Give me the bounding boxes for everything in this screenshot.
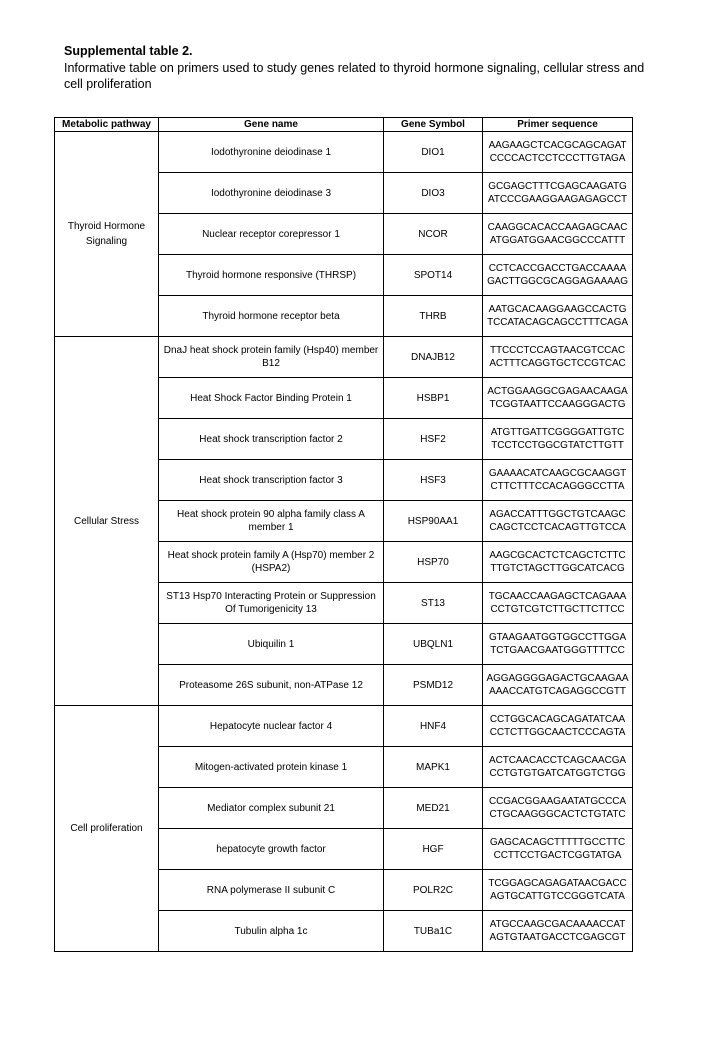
- forward-primer: ACTCAACACCTCAGCAACGA: [489, 755, 626, 766]
- gene-name-cell: Hepatocyte nuclear factor 4: [159, 706, 384, 747]
- gene-symbol-cell: THRB: [384, 296, 483, 337]
- primer-sequence-cell: [483, 747, 633, 788]
- gene-symbol-cell: HSP70: [384, 542, 483, 583]
- table-row: [55, 132, 633, 173]
- forward-primer: CAAGGCACACCAAGAGCAAC: [487, 222, 628, 233]
- forward-primer: CCTGGCACAGCAGATATCAA: [489, 714, 626, 725]
- gene-symbol-cell: PSMD12: [384, 665, 483, 706]
- gene-name-cell: Mitogen-activated protein kinase 1: [159, 747, 384, 788]
- reverse-primer: TCCATACAGCAGCCTTTCAGA: [487, 317, 628, 328]
- gene-symbol-cell: NCOR: [384, 214, 483, 255]
- table-row: [55, 337, 633, 378]
- forward-primer: ACTGGAAGGCGAGAACAAGA: [487, 386, 628, 397]
- gene-name-cell: Mediator complex subunit 21: [159, 788, 384, 829]
- gene-name-cell: RNA polymerase II subunit C: [159, 870, 384, 911]
- forward-primer: GAGCACAGCTTTTTGCCTTC: [489, 837, 626, 848]
- table-body: [55, 132, 633, 952]
- primer-sequence-cell: [483, 337, 633, 378]
- gene-symbol-cell: HSF3: [384, 460, 483, 501]
- gene-name-cell: hepatocyte growth factor: [159, 829, 384, 870]
- primer-sequence-cell: [483, 255, 633, 296]
- reverse-primer: ATCCCGAAGGAAGAGAGCCT: [488, 194, 627, 205]
- reverse-primer: ATGGATGGAACGGCCCATTT: [489, 235, 626, 246]
- primer-sequence-cell: [483, 378, 633, 419]
- gene-symbol-cell: MAPK1: [384, 747, 483, 788]
- primer-sequence-cell: [483, 583, 633, 624]
- header-row: [55, 118, 633, 132]
- table-title: Supplemental table 2.: [64, 44, 193, 58]
- reverse-primer: GACTTGGCGCAGGAGAAAAG: [487, 276, 628, 287]
- forward-primer: GAAAACATCAAGCGCAAGGT: [488, 468, 627, 479]
- reverse-primer: CCTCTTGGCAACTCCCAGTA: [489, 727, 626, 738]
- gene-symbol-cell: DIO3: [384, 173, 483, 214]
- gene-name-cell: Proteasome 26S subunit, non-ATPase 12: [159, 665, 384, 706]
- gene-symbol-cell: DIO1: [384, 132, 483, 173]
- gene-name-cell: Heat shock transcription factor 3: [159, 460, 384, 501]
- reverse-primer: AAACCATGTCAGAGGCCGTT: [489, 686, 626, 697]
- gene-name-cell: Tubulin alpha 1c: [159, 911, 384, 952]
- primer-sequence-cell: [483, 665, 633, 706]
- forward-primer: AAGCGCACTCTCAGCTCTTC: [489, 550, 626, 561]
- reverse-primer: TCCTCCTGGCGTATCTTGTT: [491, 440, 624, 451]
- forward-primer: CCTCACCGACCTGACCAAAA: [488, 263, 627, 274]
- primer-sequence-cell: [483, 706, 633, 747]
- gene-name-cell: Heat shock protein family A (Hsp70) member 2 (HSPA2): [159, 542, 384, 583]
- reverse-primer: TCTGAACGAATGGGTTTTCC: [490, 645, 625, 656]
- primer-sequence-cell: [483, 788, 633, 829]
- gene-symbol-cell: POLR2C: [384, 870, 483, 911]
- forward-primer: CCGACGGAAGAATATGCCCA: [489, 796, 626, 807]
- primer-sequence-cell: [483, 419, 633, 460]
- reverse-primer: CTTCTTTCCACAGGGCCTTA: [490, 481, 625, 492]
- gene-name-cell: Ubiquilin 1: [159, 624, 384, 665]
- pathway-cell: Cellular Stress: [55, 337, 159, 706]
- primer-sequence-cell: [483, 624, 633, 665]
- reverse-primer: CCTTCCTGACTCGGTATGA: [493, 850, 622, 861]
- table-row: [55, 706, 633, 747]
- gene-symbol-cell: UBQLN1: [384, 624, 483, 665]
- table-description: Informative table on primers used to study genes related to thyroid hormone signaling, cellular stress and cell proliferation: [64, 61, 645, 91]
- gene-name-cell: Thyroid hormone receptor beta: [159, 296, 384, 337]
- forward-primer: AGGAGGGGAGACTGCAAGAA: [486, 673, 629, 684]
- gene-name-cell: Heat shock protein 90 alpha family class A member 1: [159, 501, 384, 542]
- col-header-gene-symbol: Gene Symbol: [384, 118, 483, 132]
- primer-sequence-cell: [483, 296, 633, 337]
- primer-sequence-cell: [483, 870, 633, 911]
- forward-primer: ATGTTGATTCGGGGATTGTC: [490, 427, 625, 438]
- reverse-primer: CCTGTGTGATCATGGTCTGG: [489, 768, 626, 779]
- forward-primer: AAGAAGCTCACGCAGCAGAT: [488, 140, 627, 151]
- reverse-primer: AGTGTAATGACCTCGAGCGT: [489, 932, 626, 943]
- reverse-primer: AGTGCATTGTCCGGGTCATA: [490, 891, 625, 902]
- col-header-gene-name: Gene name: [159, 118, 384, 132]
- col-header-primer-sequence: Primer sequence: [483, 118, 633, 132]
- primer-sequence-cell: [483, 501, 633, 542]
- reverse-primer: ACTTTCAGGTGCTCCGTCAC: [489, 358, 626, 369]
- forward-primer: GTAAGAATGGTGGCCTTGGA: [488, 632, 627, 643]
- gene-name-cell: DnaJ heat shock protein family (Hsp40) member B12: [159, 337, 384, 378]
- gene-name-cell: Iodothyronine deiodinase 1: [159, 132, 384, 173]
- primer-sequence-cell: [483, 132, 633, 173]
- forward-primer: GCGAGCTTTCGAGCAAGATG: [488, 181, 627, 192]
- gene-symbol-cell: ST13: [384, 583, 483, 624]
- pathway-cell: Thyroid Hormone Signaling: [55, 132, 159, 337]
- col-header-pathway: Metabolic pathway: [55, 118, 159, 132]
- gene-symbol-cell: HSBP1: [384, 378, 483, 419]
- reverse-primer: CAGCTCCTCACAGTTGTCCA: [489, 522, 626, 533]
- gene-symbol-cell: SPOT14: [384, 255, 483, 296]
- gene-symbol-cell: HNF4: [384, 706, 483, 747]
- primer-sequence-cell: [483, 214, 633, 255]
- gene-symbol-cell: HGF: [384, 829, 483, 870]
- reverse-primer: CCTGTCGTCTTGCTTCTTCC: [490, 604, 625, 615]
- forward-primer: AATGCACAAGGAAGCCACTG: [488, 304, 627, 315]
- forward-primer: TCGGAGCAGAGATAACGACC: [488, 878, 627, 889]
- gene-symbol-cell: TUBa1C: [384, 911, 483, 952]
- reverse-primer: TCGGTAATTCCAAGGGACTG: [489, 399, 626, 410]
- gene-name-cell: Thyroid hormone responsive (THRSP): [159, 255, 384, 296]
- forward-primer: AGACCATTTGGCTGTCAAGC: [489, 509, 626, 520]
- forward-primer: TGCAACCAAGAGCTCAGAAA: [488, 591, 627, 602]
- primer-table: [54, 117, 633, 952]
- gene-symbol-cell: MED21: [384, 788, 483, 829]
- reverse-primer: CCCCACTCCTCCCTTGTAGA: [489, 153, 626, 164]
- reverse-primer: CTGCAAGGGCACTCTGTATC: [489, 809, 626, 820]
- gene-name-cell: Heat shock transcription factor 2: [159, 419, 384, 460]
- primer-sequence-cell: [483, 173, 633, 214]
- forward-primer: TTCCCTCCAGTAACGTCCAC: [489, 345, 626, 356]
- gene-symbol-cell: DNAJB12: [384, 337, 483, 378]
- gene-name-cell: ST13 Hsp70 Interacting Protein or Suppression Of Tumorigenicity 13: [159, 583, 384, 624]
- gene-name-cell: Nuclear receptor corepressor 1: [159, 214, 384, 255]
- primer-sequence-cell: [483, 460, 633, 501]
- gene-symbol-cell: HSF2: [384, 419, 483, 460]
- gene-name-cell: Iodothyronine deiodinase 3: [159, 173, 384, 214]
- primer-sequence-cell: [483, 911, 633, 952]
- primer-sequence-cell: [483, 829, 633, 870]
- forward-primer: ATGCCAAGCGACAAAACCAT: [489, 919, 626, 930]
- gene-name-cell: Heat Shock Factor Binding Protein 1: [159, 378, 384, 419]
- gene-symbol-cell: HSP90AA1: [384, 501, 483, 542]
- reverse-primer: TTGTCTAGCTTGGCATCACG: [490, 563, 625, 574]
- primer-sequence-cell: [483, 542, 633, 583]
- pathway-cell: Cell proliferation: [55, 706, 159, 952]
